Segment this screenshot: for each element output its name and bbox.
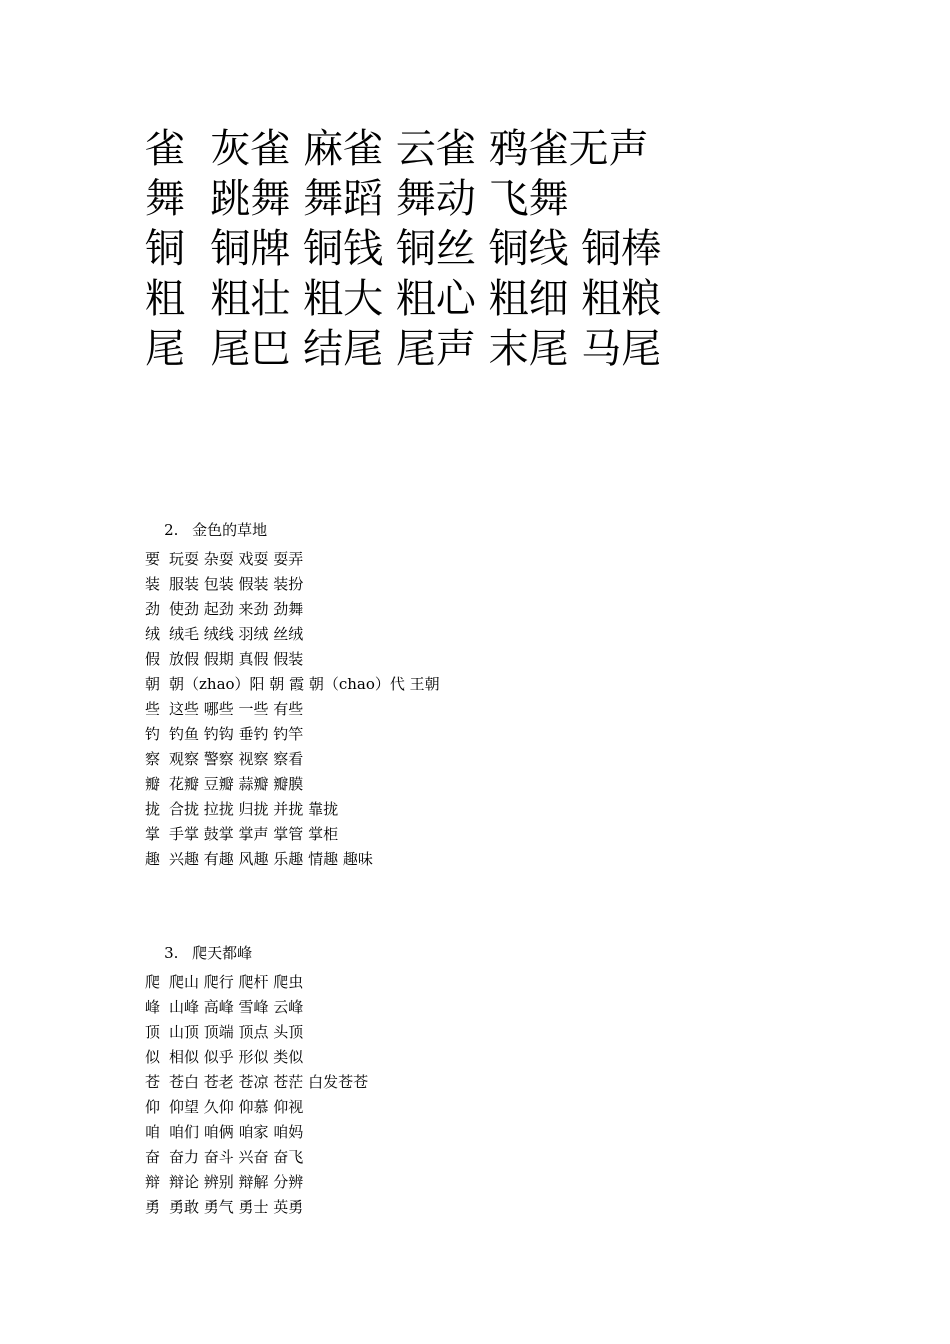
headword: 拢 <box>145 800 161 818</box>
section-3-word-list <box>145 970 368 1220</box>
word-examples: 玩耍 杂耍 戏耍 耍弄 <box>169 550 304 568</box>
word-row <box>145 547 440 572</box>
word-examples: 使劲 起劲 来劲 劲舞 <box>169 600 304 618</box>
word-examples: 相似 似乎 形似 类似 <box>169 1048 304 1066</box>
word-row <box>145 597 440 622</box>
word-row <box>145 822 440 847</box>
word-row <box>145 847 440 872</box>
word-examples: 山峰 高峰 雪峰 云峰 <box>169 998 304 1016</box>
headword: 顶 <box>145 1023 161 1041</box>
word-row <box>145 672 440 697</box>
word-row <box>145 747 440 772</box>
word-examples: 咱们 咱俩 咱家 咱妈 <box>169 1123 304 1141</box>
word-examples: 花瓣 豆瓣 蒜瓣 瓣膜 <box>169 775 304 793</box>
word-examples: 奋力 奋斗 兴奋 奋飞 <box>169 1148 304 1166</box>
word-line: 粗 粗壮 粗大 粗心 粗细 粗粮 <box>145 276 662 322</box>
word-row <box>145 970 368 995</box>
section-number: 3. <box>164 944 179 962</box>
headword: 劲 <box>145 600 161 618</box>
headword: 苍 <box>145 1073 161 1091</box>
headword: 些 <box>145 700 161 718</box>
word-examples: 辩论 辨别 辩解 分辨 <box>169 1173 304 1191</box>
word-row <box>145 622 440 647</box>
headword: 掌 <box>145 825 161 843</box>
word-examples: 勇敢 勇气 勇士 英勇 <box>169 1198 304 1216</box>
word-row <box>145 797 440 822</box>
word-examples: 钓鱼 钓钩 垂钓 钓竿 <box>169 725 304 743</box>
word-row <box>145 995 368 1020</box>
headword: 钓 <box>145 725 161 743</box>
word-examples: 服装 包装 假装 装扮 <box>169 575 304 593</box>
word-row <box>145 1045 368 1070</box>
headword: 勇 <box>145 1198 161 1216</box>
word-line: 铜 铜牌 铜钱 铜丝 铜线 铜棒 <box>145 226 662 272</box>
word-row <box>145 697 440 722</box>
headword: 咱 <box>145 1123 161 1141</box>
word-examples: 仰望 久仰 仰慕 仰视 <box>169 1098 304 1116</box>
headword: 峰 <box>145 998 161 1016</box>
word-row <box>145 1170 368 1195</box>
headword: 奋 <box>145 1148 161 1166</box>
word-line: 舞 跳舞 舞蹈 舞动 飞舞 <box>145 176 569 222</box>
headword: 爬 <box>145 973 161 991</box>
word-row <box>145 572 440 597</box>
headword: 假 <box>145 650 161 668</box>
word-examples: 兴趣 有趣 风趣 乐趣 情趣 趣味 <box>169 850 373 868</box>
word-row <box>145 1120 368 1145</box>
word-examples: 绒毛 绒线 羽绒 丝绒 <box>169 625 304 643</box>
word-row <box>145 1020 368 1045</box>
word-examples: 合拢 拉拢 归拢 并拢 靠拢 <box>169 800 339 818</box>
section-title: 爬天都峰 <box>192 944 253 962</box>
word-row <box>145 1195 368 1220</box>
headword: 仰 <box>145 1098 161 1116</box>
word-row <box>145 1145 368 1170</box>
headword: 要 <box>145 550 161 568</box>
headword: 趣 <box>145 850 161 868</box>
headword: 察 <box>145 750 161 768</box>
word-examples: 放假 假期 真假 假装 <box>169 650 304 668</box>
word-examples: 手掌 鼓掌 掌声 掌管 掌柜 <box>169 825 339 843</box>
section-title: 金色的草地 <box>192 521 268 539</box>
headword: 装 <box>145 575 161 593</box>
word-examples: 朝（zhao）阳 朝 霞 朝（chao）代 王朝 <box>169 675 440 693</box>
word-examples: 爬山 爬行 爬杆 爬虫 <box>169 973 304 991</box>
word-examples: 观察 警察 视察 察看 <box>169 750 304 768</box>
word-row <box>145 772 440 797</box>
headword: 朝 <box>145 675 161 693</box>
headword: 绒 <box>145 625 161 643</box>
word-examples: 苍白 苍老 苍凉 苍茫 白发苍苍 <box>169 1073 369 1091</box>
word-row <box>145 1095 368 1120</box>
word-row <box>145 1070 368 1095</box>
section-1-word-list <box>145 124 661 374</box>
word-row <box>145 647 440 672</box>
word-examples: 这些 哪些 一些 有些 <box>169 700 304 718</box>
word-row <box>145 722 440 747</box>
section-2-word-list <box>145 547 440 872</box>
word-line: 尾 尾巴 结尾 尾声 末尾 马尾 <box>145 326 662 372</box>
headword: 瓣 <box>145 775 161 793</box>
headword: 辩 <box>145 1173 161 1191</box>
word-examples: 山顶 顶端 顶点 头顶 <box>169 1023 304 1041</box>
headword: 似 <box>145 1048 161 1066</box>
section-number: 2. <box>164 521 179 539</box>
word-line: 雀 灰雀 麻雀 云雀 鸦雀无声 <box>145 126 649 172</box>
